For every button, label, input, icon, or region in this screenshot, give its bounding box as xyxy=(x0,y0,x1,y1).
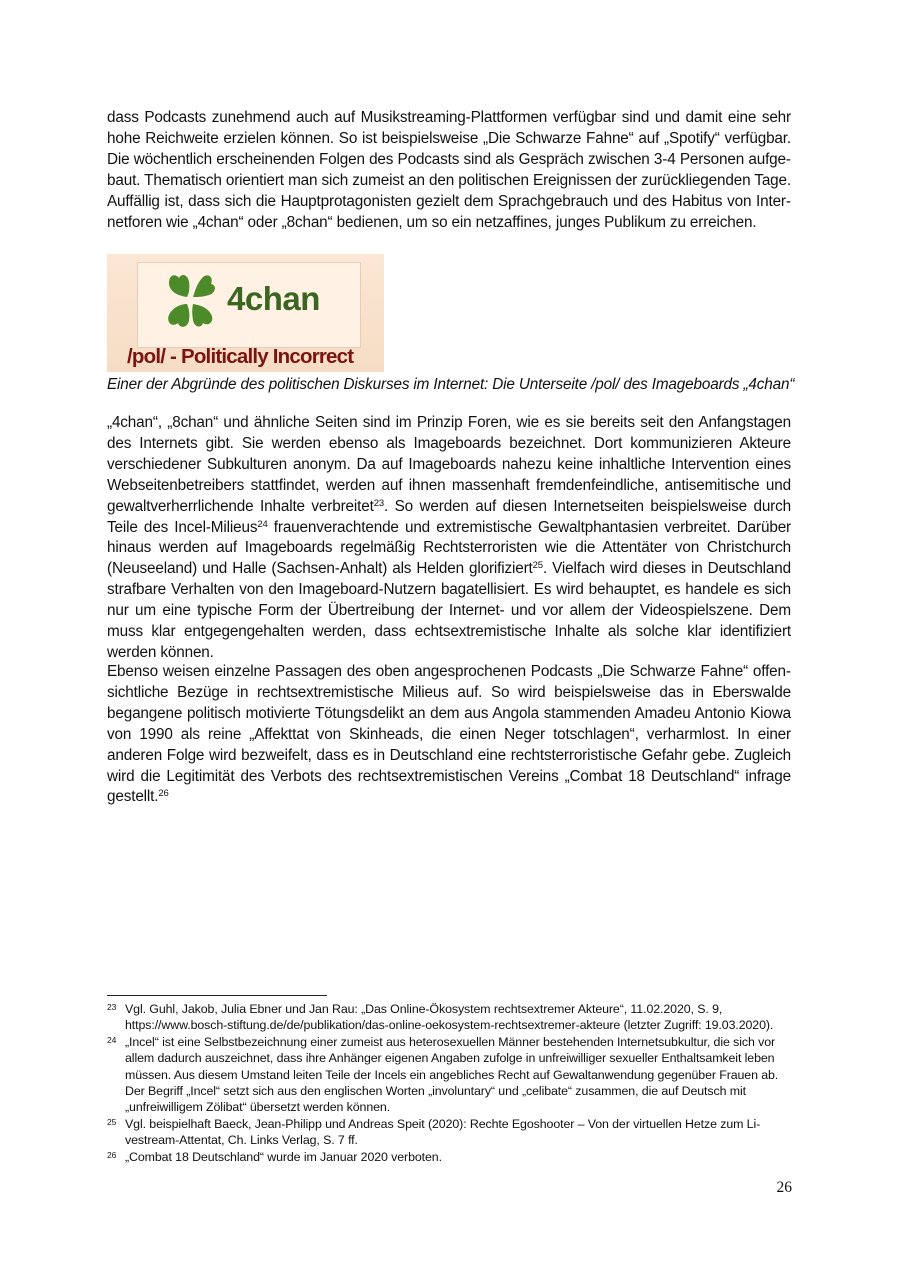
footnote-ref-25[interactable]: 25 xyxy=(532,560,543,572)
4chan-logo-text: 4chan xyxy=(227,280,320,317)
paragraph-podcast-milieus xyxy=(107,662,791,808)
footnote-number: 24 xyxy=(107,1034,117,1045)
footnote-separator xyxy=(107,995,327,996)
footnote-text: „Combat 18 Deutschland“ wurde im Januar 2020 verboten. xyxy=(125,1149,442,1164)
footnote-ref-24[interactable]: 24 xyxy=(257,518,268,530)
footnote-25 xyxy=(107,1116,791,1149)
footnote-23 xyxy=(107,1001,791,1034)
footnote-number: 26 xyxy=(107,1149,117,1160)
paragraph-text: Ebenso weisen einzelne Passagen des oben angesprochenen Podcasts „Die Schwarze Fahne“ offensichtliche Bezüge in rechtsextremistische Milieus auf. So wird beispielsweise das in Eberswalde begangene politisch motivierte Tötungsdelikt an dem aus Angola stammenden Amadeu Antonio Kiowa von 1990 als reine „Affekttat von Skinheads, die einen Neger totschlagen“, verharmlost. In einer anderen Folge wird bezweifelt, dass es in Deutschland eine rechtsterroristische Gefahr gebe. Zugleich wird die Legitimität des Verbots des rechtsextremistischen Vereins „Combat 18 Deutschland“ infrage gestellt. xyxy=(107,663,791,806)
figure-caption: Einer der Abgründe des politischen Diskurses im Internet: Die Unterseite /pol/ des Imageboards „4chan“ xyxy=(107,376,795,393)
paragraph-imageboards xyxy=(107,413,791,664)
4chan-pol-image xyxy=(107,254,384,372)
paragraph-text: frauenverachtende und extremistische Gewaltphantasien verbreitet. Darüber hinaus werden auf Imageboards regelmäßig Rechtsterroristen wie die Attentäter von Christchurch (Neuseeland) und Halle (Sachsen-Anhalt) als Helden glorifiziert xyxy=(107,518,792,578)
footnotes xyxy=(107,1001,791,1165)
footnote-number: 25 xyxy=(107,1116,117,1127)
footnote-26 xyxy=(107,1149,791,1165)
paragraph-text: . So werden auf diesen Internetseiten beispielsweise durch Teile des Incel-Milieus xyxy=(107,497,791,536)
footnote-number: 23 xyxy=(107,1002,117,1012)
paragraph-podcasts: dass Podcasts zunehmend auch auf Musikstreaming-Plattformen verfügbar sind und damit eine sehr hohe Reichweite erzielen können. So ist beispielsweise „Die Schwarze Fahne“ auf „Spotify“ verfügbar. Die wöchentlich erscheinenden Folgen des Podcasts sind als Gespräch zwischen 3-4 Personen aufgebaut. Thematisch orientiert man sich zumeist an den politischen Ereignissen der zurückliegenden Tage. Auffällig ist, dass sich die Hauptprotagonisten gezielt dem Sprachgebrauch und des Habitus von Internetforen wie „4chan“ oder „8chan“ bedienen, um so ein netzaffines, junges Publikum zu erreichen. xyxy=(107,109,791,231)
footnote-text: Vgl. Guhl, Jakob, Julia Ebner und Jan Rau: „Das Online-Ökosystem rechtsextremer Akteure“, 11.02.2020, S. 9, https://www.bosch-stiftung.de/de/publikation/das-online-oekosystem-rechtsextremer-akteure (letzter Zugriff: 19.03.2020). xyxy=(125,1002,774,1033)
pol-board-title: /pol/ - Politically Incorrect xyxy=(127,345,354,368)
clover-icon xyxy=(161,270,219,332)
footnote-ref-23[interactable]: 23 xyxy=(373,497,384,509)
paragraph-text: . Vielfach wird dieses in Deutschland strafbare Verhalten von den Imageboard-Nutzern bagatellisiert. Es wird behauptet, es handele es sich nur um eine typische Form der Übertreibung der Internet- und vor allem der Videospielszene. Dem muss klar entgegengehalten werden, dass echtsextremistische Inhalte als solche klar identifiziert werden können. xyxy=(107,560,791,661)
page-number: 26 xyxy=(776,1179,792,1196)
footnote-text: Vgl. beispielhaft Baeck, Jean-Philipp und Andreas Speit (2020): Rechte Egoshooter – Von der virtuellen Hetze zum Livestream-Attentat, Ch. Links Verlag, S. 7 ff. xyxy=(125,1116,761,1148)
footnote-ref-26[interactable]: 26 xyxy=(158,788,169,800)
footnote-text: „Incel“ ist eine Selbstbezeichnung einer zumeist aus heterosexuellen Männer bestehenden Internetsubkultur, die sich vor allem dadurch auszeichnet, dass ihre Anhänger eigenen Angaben zufolge in unfreiwilliger sexueller Enthaltsamkeit leben müssen. Aus diesem Umstand leiten Teile der Incels ein angebliches Recht auf Gewaltanwendung gegenüber Frauen ab. Der Begriff „Incel“ setzt sich aus den englischen Worten „involuntary“ und „celibate“ zusammen, die auf Deutsch mit „unfreiwilligem Zölibat“ übersetzt werden können. xyxy=(125,1034,779,1115)
paragraph-text: „4chan“, „8chan“ und ähnliche Seiten sind im Prinzip Foren, wie es sie bereits seit den Anfangstagen des Internets gibt. Sie werden ebenso als Imageboards bezeichnet. Dort kommunizieren Akteure verschiedener Subkulturen anonym. Da auf Imageboards nahezu keine inhaltliche Intervention eines Webseitenbetreibers stattfindet, werden auf ihnen massenhaft fremdenfeindliche, antisemitische und gewaltverherrlichende Inhalte verbreitet xyxy=(107,414,791,515)
footnote-24 xyxy=(107,1034,791,1116)
